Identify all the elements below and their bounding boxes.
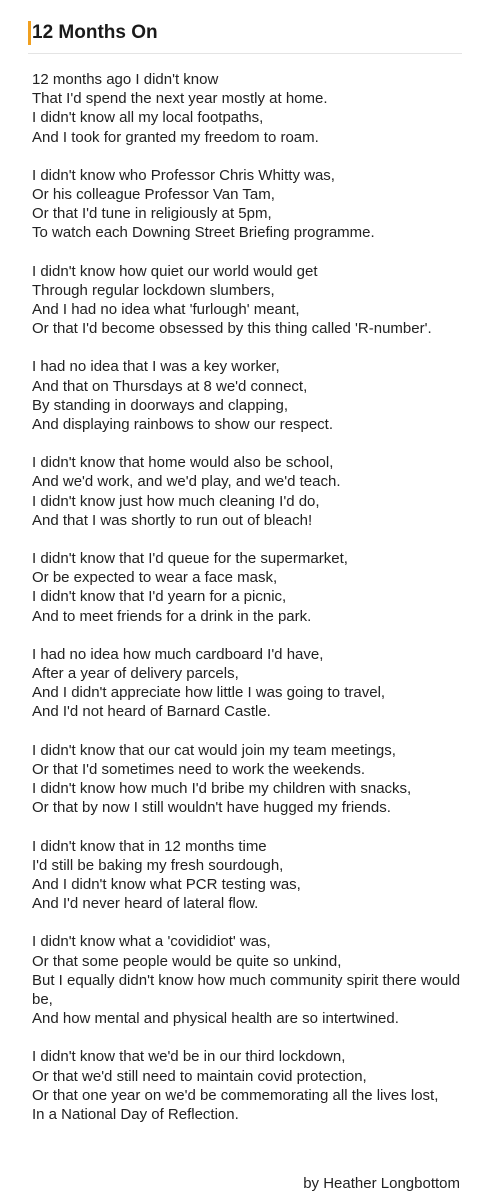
- poem-line: Or that I'd become obsessed by this thing called 'R-number'.: [32, 320, 432, 338]
- poem-line: And how mental and physical health are so intertwined.: [32, 1010, 399, 1028]
- poem-line: I didn't know that we'd be in our third lockdown,: [32, 1048, 346, 1066]
- poem-line: I didn't know just how much cleaning I'd do,: [32, 492, 320, 510]
- title-divider: [28, 53, 462, 54]
- poem-line: To watch each Downing Street Briefing programme.: [32, 224, 375, 242]
- author-credit: by Heather Longbottom: [303, 1175, 460, 1192]
- poem-line: Through regular lockdown slumbers,: [32, 281, 275, 299]
- poem-line: Or that I'd sometimes need to work the weekends.: [32, 760, 366, 778]
- poem-title[interactable]: 12 Months On: [32, 22, 158, 43]
- poem-line: I didn't know who Professor Chris Whitty was,: [32, 166, 335, 184]
- poem-line: Or that one year on we'd be commemorating all the lives lost,: [32, 1086, 439, 1104]
- poem-body[interactable]: [32, 70, 470, 1143]
- poem-line: Or that I'd tune in religiously at 5pm,: [32, 205, 272, 223]
- poem-line: I had no idea that I was a key worker,: [32, 358, 280, 376]
- stanza: [32, 741, 470, 818]
- stanza: [32, 549, 470, 626]
- poem-line: Or that by now I still wouldn't have hugged my friends.: [32, 799, 391, 817]
- stanza: [32, 453, 470, 530]
- poem-line: But I equally didn't know how much community spirit there would be,: [32, 971, 461, 1008]
- stanza: [32, 1047, 470, 1124]
- poem-line: And to meet friends for a drink in the park.: [32, 607, 312, 625]
- poem-line: And we'd work, and we'd play, and we'd teach.: [32, 473, 341, 491]
- stanza: [32, 166, 470, 243]
- poem-line: That I'd spend the next year mostly at home.: [32, 90, 328, 108]
- poem-line: And I had no idea what 'furlough' meant,: [32, 301, 300, 319]
- poem-line: I didn't know what a 'covididiot' was,: [32, 933, 271, 951]
- poem-line: Or that we'd still need to maintain covid protection,: [32, 1067, 367, 1085]
- poem-line: I'd still be baking my fresh sourdough,: [32, 856, 284, 874]
- poem-line: I didn't know that I'd queue for the supermarket,: [32, 550, 348, 568]
- text-cursor: [28, 21, 31, 45]
- poem-line: I didn't know how much I'd bribe my children with snacks,: [32, 780, 412, 798]
- poem-line: And I took for granted my freedom to roam.: [32, 128, 319, 146]
- title-row: [28, 18, 158, 48]
- poem-line: And I didn't know what PCR testing was,: [32, 875, 301, 893]
- poem-line: And I didn't appreciate how little I was going to travel,: [32, 684, 386, 702]
- poem-line: By standing in doorways and clapping,: [32, 396, 288, 414]
- poem-line: I didn't know all my local footpaths,: [32, 109, 264, 127]
- stanza: [32, 932, 470, 1028]
- poem-line: And I'd never heard of lateral flow.: [32, 895, 259, 913]
- poem-line: Or that some people would be quite so unkind,: [32, 952, 342, 970]
- stanza: [32, 262, 470, 339]
- poem-line: I didn't know that I'd yearn for a picnic,: [32, 588, 287, 606]
- poem-line: 12 months ago I didn't know: [32, 71, 219, 88]
- poem-line: After a year of delivery parcels,: [32, 665, 239, 683]
- poem-line: I didn't know how quiet our world would get: [32, 262, 318, 280]
- poem-line: I didn't know that our cat would join my team meetings,: [32, 741, 396, 759]
- poem-line: Or his colleague Professor Van Tam,: [32, 186, 275, 204]
- poem-line: In a National Day of Reflection.: [32, 1105, 239, 1123]
- stanza: [32, 645, 470, 722]
- poem-line: Or be expected to wear a face mask,: [32, 569, 278, 587]
- poem-line: I had no idea how much cardboard I'd have,: [32, 645, 324, 663]
- stanza: [32, 837, 470, 914]
- poem-line: I didn't know that in 12 months time: [32, 837, 267, 855]
- poem-line: And that I was shortly to run out of bleach!: [32, 511, 313, 529]
- poem-line: And I'd not heard of Barnard Castle.: [32, 703, 271, 721]
- stanza: [32, 70, 470, 147]
- poem-line: And that on Thursdays at 8 we'd connect,: [32, 377, 308, 395]
- stanza: [32, 357, 470, 434]
- poem-line: And displaying rainbows to show our respect.: [32, 416, 333, 434]
- poem-line: I didn't know that home would also be school,: [32, 454, 334, 472]
